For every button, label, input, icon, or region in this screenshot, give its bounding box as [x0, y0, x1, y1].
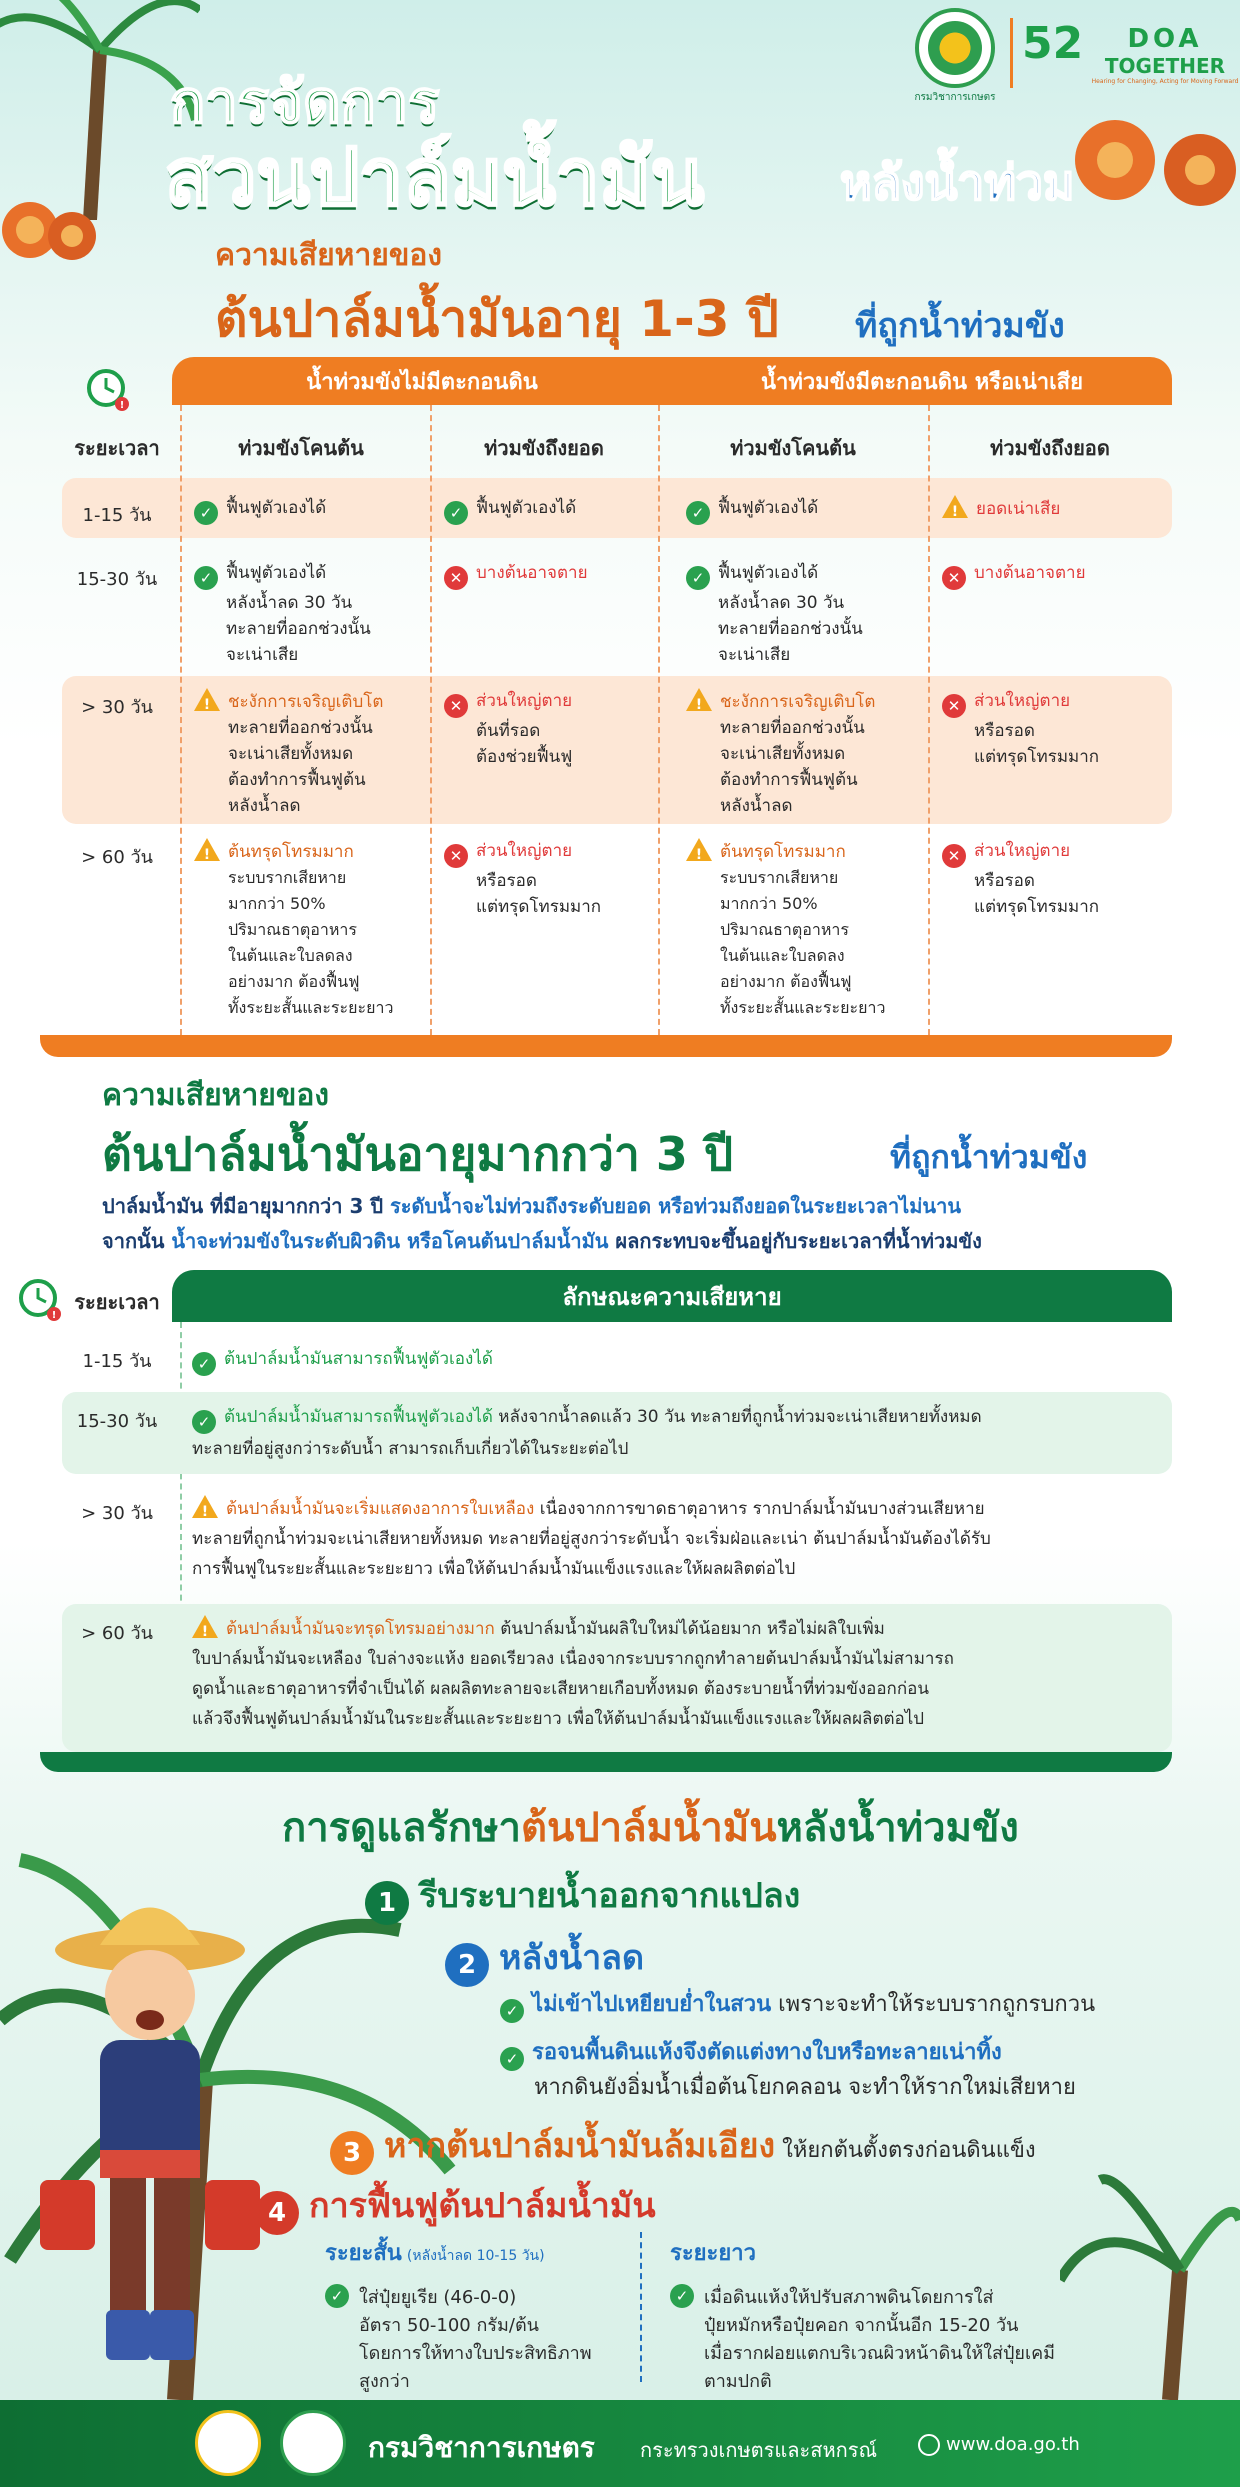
short-term — [325, 2235, 625, 2396]
row3-c-body: ทะลายที่ออกช่วงนั้น จะเน่าเสียทั้งหมด ต้องทำการฟื้นฟูต้น หลังน้ำลด — [720, 718, 865, 816]
section2-intro-line2 — [102, 1225, 1212, 1257]
check-icon: ✓ — [194, 566, 218, 590]
section2-heading-small: ความเสียหายของ — [102, 1078, 330, 1113]
row3-a-body: ทะลายที่ออกช่วงนั้น จะเน่าเสียทั้งหมด ต้องทำการฟื้นฟูต้น หลังน้ำลด — [228, 718, 373, 816]
t2-row1-text — [192, 1344, 1152, 1376]
short-term-title: ระยะสั้น — [325, 2241, 402, 2266]
cross-icon: ✕ — [942, 566, 966, 590]
header-divider — [1010, 18, 1013, 88]
check-icon: ✓ — [194, 501, 218, 525]
row2-d — [942, 560, 1167, 590]
intro1-a: ปาล์มน้ำมัน ที่มีอายุมากกว่า 3 ปี — [102, 1194, 391, 1218]
warning-icon: ! — [686, 838, 712, 862]
row4-d-body: หรือรอด แต่ทรุดโทรมมาก — [974, 871, 1100, 917]
group-no-sediment: น้ำท่วมขังไม่มีตะกอนดิน — [306, 369, 538, 395]
t2-row3-body: เนื่องจากการขาดธาตุอาหาร รากปาล์มน้ำมันบางส่วนเสียหาย ทะลายที่ถูกน้ำท่วมจะเน่าเสียหายทั้งหมด ทะลายที่อยู่สูงกว่าระดับน้ำ จะเริ่มฝ่อและเน่า ต้นปาล์มน้ำมันต้องได้รับ การฟื้นฟูในระยะสั้นและระยะยาว เพื่อให้ต้นปาล์มน้ำมันแข็งแรงและให้ผลผลิตต่อไป — [192, 1499, 991, 1579]
t2-col-time: ระยะเวลา — [74, 1290, 160, 1314]
table1-bottom-bar — [40, 1035, 1172, 1057]
row4-b-body: หรือรอด แต่ทรุดโทรมมาก — [476, 871, 602, 917]
footer-website[interactable]: www.doa.go.th — [946, 2434, 1080, 2455]
row4-b — [444, 838, 654, 920]
row3-d-lead: ส่วนใหญ่ตาย — [974, 691, 1071, 711]
step4 — [255, 2178, 656, 2235]
long-term-title: ระยะยาว — [670, 2241, 756, 2266]
t2-row4-body: ต้นปาล์มน้ำมันผลิใบใหม่ได้น้อยมาก หรือไม่ผลิใบเพิ่ม ใบปาล์มน้ำมันจะเหลือง ใบล่างจะแห้ง ยอดเรียวลง เนื่องจากระบบรากถูกทำลายต้นปาล์มน้ำมันไม่สามารถ ดูดน้ำและธาตุอาหารที่จำเป็นได้ ผลผลิตทะลายจะเสียหายเกือบทั้งหมด ต้องระบายน้ำที่ท่วมขังออกก่อน แล้วจึงฟื้นฟูต้นปาล์มน้ำมันในระยะสั้นและระยะยาว เพื่อให้ต้นปาล์มน้ำมันแข็งแรงและให้ผลผลิตต่อไป — [192, 1619, 954, 1729]
t2-row3-time: > 30 วัน — [81, 1503, 153, 1524]
check-icon: ✓ — [670, 2284, 694, 2308]
short-term-body: ใส่ปุ๋ยยูเรีย (46-0-0) อัตรา 50-100 กรัม/ต้น โดยการให้ทางใบประสิทธิภาพ สูงกว่า — [359, 2287, 592, 2392]
warning-icon: ! — [192, 1615, 218, 1639]
section2-heading-big: ต้นปาล์มน้ำมันอายุมากกว่า 3 ปี — [102, 1127, 734, 1181]
row1-a — [194, 495, 424, 525]
warning-icon: ! — [686, 688, 712, 712]
t2-row3-lead: ต้นปาล์มน้ำมันจะเริ่มแสดงอาการใบเหลือง — [226, 1499, 535, 1519]
t2-row1 — [62, 1332, 1172, 1388]
anniversary-number: 52 — [1022, 18, 1084, 69]
col-time: ระยะเวลา — [74, 436, 160, 460]
t2-col-damage: ลักษณะความเสียหาย — [172, 1270, 1172, 1322]
table1-divider — [928, 405, 930, 1035]
step2-b-rest: หากดินยังอิ่มน้ำเมื่อต้นโยกคลอน จะทำให้รากใหม่เสียหาย — [534, 2075, 1076, 2100]
row4-c-lead: ต้นทรุดโทรมมาก — [720, 842, 846, 862]
farmer-illustration — [40, 1880, 260, 2380]
row3-d — [942, 688, 1167, 770]
section1-heading-small: ความเสียหายของ — [215, 238, 443, 273]
intro1-b: ระดับน้ำจะไม่ท่วมถึงระดับยอด หรือท่วมถึงยอดในระยะเวลาไม่นาน — [390, 1194, 961, 1218]
row1-a-lead: ฟื้นฟูตัวเองได้ — [226, 498, 327, 518]
palm-fruit-right — [1060, 100, 1240, 250]
row1-c-lead: ฟื้นฟูตัวเองได้ — [718, 498, 819, 518]
check-icon: ✓ — [500, 2047, 524, 2071]
warning-icon: ! — [194, 688, 220, 712]
table1-divider — [180, 405, 182, 1035]
table1-group-header — [172, 357, 1172, 405]
t2-row3 — [62, 1484, 1172, 1596]
row1-b — [444, 495, 654, 525]
svg-text:!: ! — [51, 1310, 57, 1321]
doa-logo-caption: กรมวิชาการเกษตร — [914, 92, 996, 103]
row1-d — [942, 495, 1167, 522]
long-term-body: เมื่อดินแห้งให้ปรับสภาพดินโดยการใส่ ปุ๋ยหมักหรือปุ๋ยคอก จากนั้นอีก 15-20 วัน เมื่อรากฝอยแตกบริเวณผิวหน้าดินให้ใส่ปุ๋ยเคมี ตามปกติ — [704, 2287, 1056, 2392]
doa-together-title: DOA — [1127, 24, 1203, 54]
row4-d — [942, 838, 1167, 920]
t2-row2-lead: ต้นปาล์มน้ำมันสามารถฟื้นฟูตัวเองได้ — [224, 1407, 493, 1427]
row2-c-body: หลังน้ำลด 30 วัน ทะลายที่ออกช่วงนั้น จะเน่าเสีย — [718, 593, 863, 665]
step2 — [445, 1930, 644, 1987]
row3-a — [194, 688, 426, 819]
footer-dept: กรมวิชาการเกษตร — [368, 2431, 595, 2464]
row4-a-body: ระบบรากเสียหาย มากกว่า 50% ปริมาณธาตุอาหาร ในต้นและใบลดลง อย่างมาก ต้องฟื้นฟู ทั้งระยะสั้นและระยะยาว — [228, 868, 394, 1017]
doa-together-title2: TOGETHER — [1104, 54, 1226, 78]
intro2-b: น้ำจะท่วมขังในระดับผิวดิน หรือโคนต้นปาล์มน้ำมัน — [171, 1229, 609, 1253]
section1-heading-big: ต้นปาล์มน้ำมันอายุ 1-3 ปี — [215, 290, 779, 348]
group-with-sediment: น้ำท่วมขังมีตะกอนดิน หรือเน่าเสีย — [761, 369, 1083, 395]
step4-number: 4 — [255, 2191, 299, 2235]
check-icon: ✓ — [500, 1999, 524, 2023]
row3-c — [686, 688, 924, 819]
step2-bullet-b — [500, 2036, 1220, 2105]
row1-time: 1-15 วัน — [82, 505, 152, 526]
row2-b — [444, 560, 654, 590]
step3 — [330, 2118, 1210, 2175]
row3-b-lead: ส่วนใหญ่ตาย — [476, 691, 573, 711]
palm-fruit-left — [0, 190, 100, 280]
row1-d-lead: ยอดเน่าเสีย — [976, 499, 1061, 519]
t2-row2-time: 15-30 วัน — [76, 1411, 158, 1432]
step1-text: รีบระบายน้ำออกจากแปลง — [419, 1876, 801, 1916]
row2-c-lead: ฟื้นฟูตัวเองได้ — [718, 563, 819, 583]
step2-text: หลังน้ำลด — [499, 1938, 645, 1978]
cross-icon: ✕ — [942, 844, 966, 868]
row2-time: 15-30 วัน — [76, 569, 158, 590]
t2-row3-text — [192, 1494, 1152, 1584]
footer-ministry: กระทรวงเกษตรและสหกรณ์ — [640, 2438, 878, 2462]
step1-number: 1 — [365, 1881, 409, 1925]
step3-number: 3 — [330, 2131, 374, 2175]
row3-c-lead: ชะงักการเจริญเติบโต — [720, 692, 876, 712]
cross-icon: ✕ — [444, 566, 468, 590]
short-long-divider — [640, 2232, 642, 2382]
cross-icon: ✕ — [942, 694, 966, 718]
cross-icon: ✕ — [444, 694, 468, 718]
t2-row2-text — [192, 1402, 1152, 1464]
step1 — [365, 1868, 800, 1925]
globe-icon — [918, 2434, 940, 2456]
svg-text:!: ! — [119, 400, 125, 411]
step2-number: 2 — [445, 1943, 489, 1987]
row4-time: > 60 วัน — [81, 847, 153, 868]
table1-divider — [658, 405, 660, 1035]
title-line1: การจัดการ — [170, 68, 440, 136]
check-icon: ✓ — [192, 1352, 216, 1376]
step2-a-rest: เพราะจะทำให้ระบบรากถูกรบกวน — [771, 1992, 1096, 2017]
short-term-note: (หลังน้ำลด 10-15 วัน) — [406, 2248, 545, 2264]
row2-d-lead: บางต้นอาจตาย — [974, 563, 1086, 583]
row3-a-lead: ชะงักการเจริญเติบโต — [228, 692, 384, 712]
row4-d-lead: ส่วนใหญ่ตาย — [974, 841, 1071, 861]
section1-heading-suffix: ที่ถูกน้ำท่วมขัง — [855, 306, 1065, 346]
cross-icon: ✕ — [444, 844, 468, 868]
row1-b-lead: ฟื้นฟูตัวเองได้ — [476, 498, 577, 518]
t2-row2-body: หลังจากน้ำลดแล้ว 30 วัน ทะลายที่ถูกน้ำท่วมจะเน่าเสียหายทั้งหมด ทะลายที่อยู่สูงกว่าระดับน้ำ สามารถเก็บเกี่ยวได้ในระยะต่อไป — [192, 1407, 982, 1459]
check-icon: ✓ — [686, 501, 710, 525]
clock-icon — [18, 1278, 62, 1322]
step3-bold: หากต้นปาล์มน้ำมันล้มเอียง — [384, 2126, 776, 2166]
row4-a — [194, 838, 429, 1021]
row3-time: > 30 วัน — [81, 697, 153, 718]
warning-icon: ! — [192, 1495, 218, 1519]
row1-c — [686, 495, 921, 525]
long-term — [670, 2235, 1070, 2396]
care-title-c: หลังน้ำท่วมขัง — [776, 1805, 1019, 1851]
footer-seal-1 — [195, 2410, 261, 2476]
title-line3: หลังน้ำท่วม — [840, 155, 1075, 211]
row4-b-lead: ส่วนใหญ่ตาย — [476, 841, 573, 861]
col-c: ท่วมขังโคนต้น — [730, 436, 856, 460]
check-icon: ✓ — [686, 566, 710, 590]
footer — [0, 2400, 1240, 2487]
col-a: ท่วมขังโคนต้น — [238, 436, 364, 460]
col-b: ท่วมขังถึงยอด — [484, 436, 604, 460]
table1-divider — [430, 405, 432, 1035]
row3-b — [444, 688, 654, 770]
care-title — [282, 1795, 1019, 1859]
clock-icon — [86, 368, 130, 412]
row3-d-body: หรือรอด แต่ทรุดโทรมมาก — [974, 721, 1100, 767]
doa-together-tagline: Hearing for Changing, Acting for Moving Forward — [1091, 78, 1239, 85]
warning-icon: ! — [942, 495, 968, 519]
col-d: ท่วมขังถึงยอด — [990, 436, 1110, 460]
step2-a-bold: ไม่เข้าไปเหยียบย่ำในสวน — [532, 1992, 772, 2017]
check-icon: ✓ — [444, 501, 468, 525]
check-icon: ✓ — [192, 1410, 216, 1434]
row4-c — [686, 838, 926, 1021]
row2-a-lead: ฟื้นฟูตัวเองได้ — [226, 563, 327, 583]
check-icon: ✓ — [325, 2284, 349, 2308]
step2-b-bold: รอจนพื้นดินแห้งจึงตัดแต่งทางใบหรือทะลายเน่าทิ้ง — [532, 2040, 1002, 2065]
row2-c — [686, 560, 924, 668]
row3-b-body: ต้นที่รอด ต้องช่วยฟื้นฟู — [476, 721, 573, 767]
intro2-c: ผลกระทบจะขึ้นอยู่กับระยะเวลาที่น้ำท่วมขัง — [608, 1229, 982, 1253]
step2-bullet-a — [500, 1988, 1220, 2023]
t2-row4-time: > 60 วัน — [81, 1623, 153, 1644]
care-title-b: ต้นปาล์มน้ำมัน — [520, 1805, 777, 1851]
step3-rest: ให้ยกต้นตั้งตรงก่อนดินแข็ง — [775, 2138, 1036, 2163]
step4-text: การฟื้นฟูต้นปาล์มน้ำมัน — [309, 2186, 656, 2226]
row2-b-lead: บางต้นอาจตาย — [476, 563, 588, 583]
row2-a — [194, 560, 426, 668]
t2-row1-time: 1-15 วัน — [82, 1351, 152, 1372]
palm-tree-bottom-right — [1060, 2150, 1240, 2400]
intro2-a: จากนั้น — [102, 1229, 172, 1253]
warning-icon: ! — [194, 838, 220, 862]
t2-row1-lead: ต้นปาล์มน้ำมันสามารถฟื้นฟูตัวเองได้ — [224, 1349, 493, 1369]
section2-intro-line1 — [102, 1190, 1202, 1222]
care-title-a: การดูแลรักษา — [282, 1805, 521, 1851]
row4-c-body: ระบบรากเสียหาย มากกว่า 50% ปริมาณธาตุอาหาร ในต้นและใบลดลง อย่างมาก ต้องฟื้นฟู ทั้งระยะสั้นและระยะยาว — [720, 868, 886, 1017]
anniversary-logo — [1022, 18, 1082, 88]
doa-logo — [905, 8, 1005, 108]
section2-heading-suffix: ที่ถูกน้ำท่วมขัง — [890, 1138, 1088, 1176]
title-line2: สวนปาล์มน้ำมัน — [165, 133, 705, 223]
t2-row2 — [62, 1392, 1172, 1474]
t2-row4-lead: ต้นปาล์มน้ำมันจะทรุดโทรมอย่างมาก — [226, 1619, 495, 1639]
row4-a-lead: ต้นทรุดโทรมมาก — [228, 842, 354, 862]
footer-seal-2 — [280, 2410, 346, 2476]
row2-a-body: หลังน้ำลด 30 วัน ทะลายที่ออกช่วงนั้น จะเน่าเสีย — [226, 593, 371, 665]
doa-together-logo — [1090, 24, 1240, 94]
